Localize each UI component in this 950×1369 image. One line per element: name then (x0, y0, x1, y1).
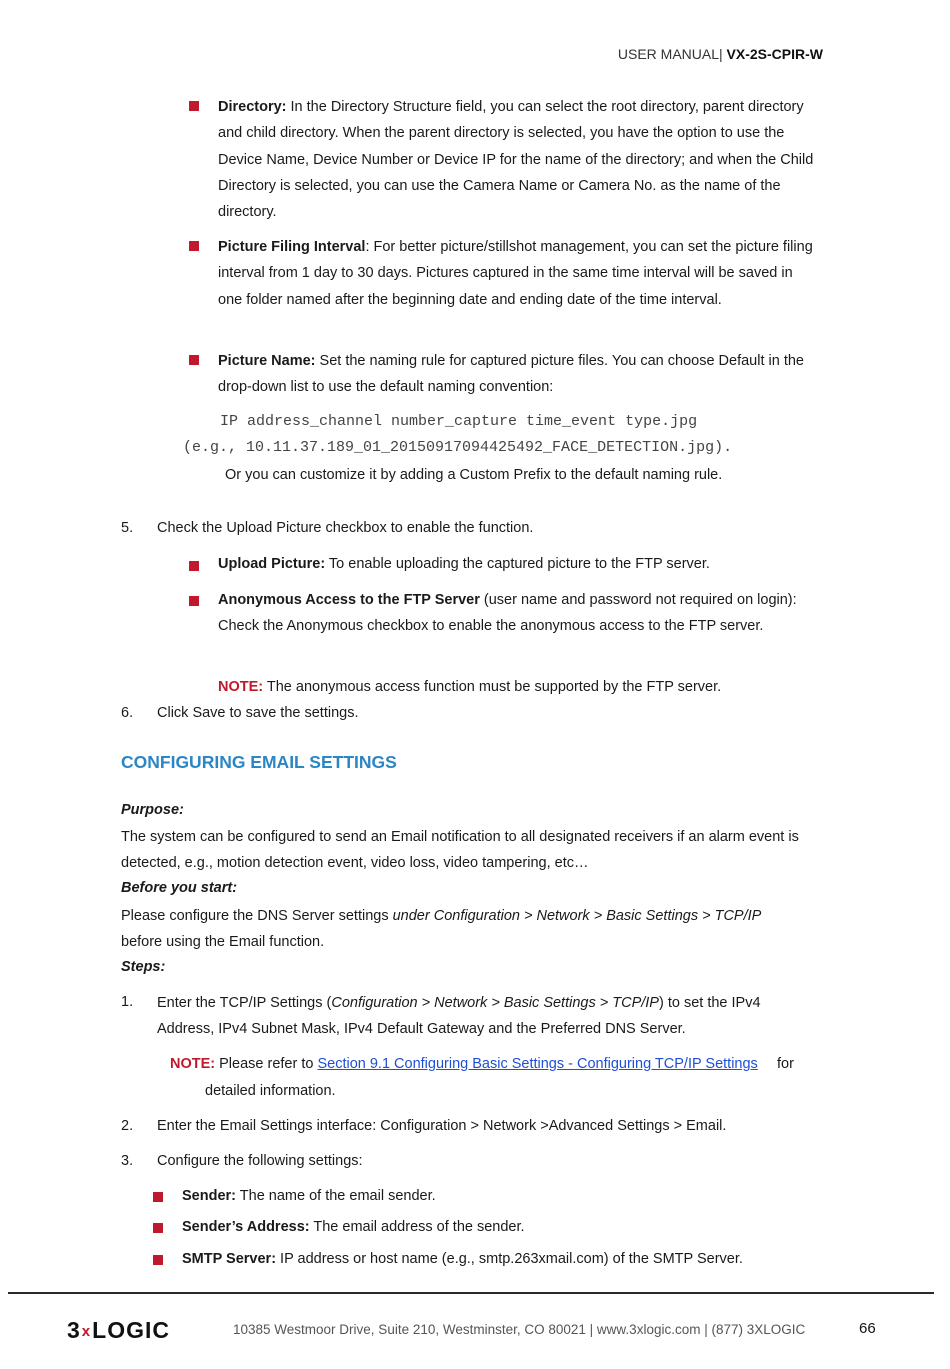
bullet-square-icon (189, 241, 199, 251)
naming-custom-text: Or you can customize it by adding a Custom Prefix to the default naming rule. (225, 467, 723, 483)
email-step-2-text: Enter the Email Settings interface: Configuration > Network >Advanced Settings > Email. (157, 1118, 727, 1134)
bullet-directory: Directory: In the Directory Structure field, you can select the root directory, parent directory and child directory. When the parent directory is selected, you have the option to use the Device Name, Device Number or Device IP for the name of the directory; and when the Child Directory is selected, you can use the Camera Name or Camera No. as the name of the directory. (218, 99, 814, 221)
bullet-square-icon (189, 561, 199, 571)
note-refer-tail: for (777, 1056, 794, 1072)
step-6-text: Click Save to save the settings. (157, 705, 359, 721)
bullet-upload-picture: Upload Picture: To enable uploading the captured picture to the FTP server. (218, 556, 710, 572)
before-text: Please configure the DNS Server settings under Configuration > Network > Basic Settings > TCP/IP before using the Email function. (121, 908, 762, 951)
note-label: NOTE: (170, 1056, 216, 1072)
brand-logo: 3xLOGIC (67, 1317, 170, 1343)
note-anonymous: NOTE: The anonymous access function must be supported by the FTP server. (218, 679, 722, 695)
bullet-square-icon (189, 596, 199, 606)
purpose-label: Purpose: (121, 802, 184, 818)
note-refer-tail-2: detailed information. (205, 1083, 336, 1099)
bullet-square-icon (189, 101, 199, 111)
note-refer: NOTE: Please refer to Section 9.1 Configuring Basic Settings - Configuring TCP/IP Settings (170, 1056, 758, 1072)
bullet-square-icon (153, 1192, 163, 1202)
section-title: CONFIGURING EMAIL SETTINGS (121, 752, 397, 772)
bullet-anonymous-access: Anonymous Access to the FTP Server (user name and password not required on login): Check the Anonymous checkbox to enable the anonymous access to the FTP server. (218, 592, 797, 635)
bullet-square-icon (153, 1255, 163, 1265)
step-number: 5. (121, 520, 134, 536)
purpose-text: The system can be configured to send an Email notification to all designated receivers if an alarm event is detected, e.g., motion detection event, video loss, video tampering, etc… (121, 829, 799, 872)
section-link[interactable]: Section 9.1 Configuring Basic Settings - Configuring TCP/IP Settings (317, 1056, 758, 1072)
page-number: 66 (859, 1320, 876, 1337)
naming-example: (e.g., 10.11.37.189_01_20150917094425492_FACE_DETECTION.jpg). (183, 439, 733, 456)
note-label: NOTE: (218, 679, 264, 695)
steps-label: Steps: (121, 959, 166, 975)
naming-rule: IP address_channel number_capture time_event type.jpg (220, 413, 698, 430)
bullet-sender-address: Sender’s Address: The email address of the sender. (182, 1219, 525, 1235)
footer-address: 10385 Westmoor Drive, Suite 210, Westminster, CO 80021 | www.3xlogic.com | (877) 3XLOGIC (233, 1322, 806, 1337)
bullet-picture-filing-interval: Picture Filing Interval: For better picture/stillshot management, you can set the picture filing interval from 1 day to 30 days. Pictures captured in the same time interval will be saved in one folder named after the beginning date and ending date of the time interval. (218, 239, 813, 308)
step-number: 1. (121, 994, 134, 1010)
step-number: 2. (121, 1118, 134, 1134)
step-number: 6. (121, 705, 134, 721)
before-label: Before you start: (121, 880, 238, 896)
step-number: 3. (121, 1153, 134, 1169)
header-prefix: USER MANUAL| (617, 46, 723, 62)
bullet-square-icon (189, 355, 199, 365)
email-step-1-text: Enter the TCP/IP Settings (Configuration > Network > Basic Settings > TCP/IP) to set the IPv4 Address, IPv4 Subnet Mask, IPv4 Default Gateway and the Preferred DNS Server. (157, 995, 761, 1038)
bullet-picture-name: Picture Name: Set the naming rule for captured picture files. You can choose Default in the drop-down list to use the default naming convention: (218, 353, 804, 396)
bullet-sender: Sender: The name of the email sender. (182, 1188, 436, 1204)
footer-divider (8, 1292, 934, 1294)
bullet-smtp-server: SMTP Server: IP address or host name (e.g., smtp.263xmail.com) of the SMTP Server. (182, 1251, 743, 1267)
step-5-text: Check the Upload Picture checkbox to enable the function. (157, 520, 534, 536)
bullet-square-icon (153, 1223, 163, 1233)
page-header (618, 46, 823, 62)
email-step-3-text: Configure the following settings: (157, 1153, 363, 1169)
header-model: VX-2S-CPIR-W (726, 46, 823, 62)
